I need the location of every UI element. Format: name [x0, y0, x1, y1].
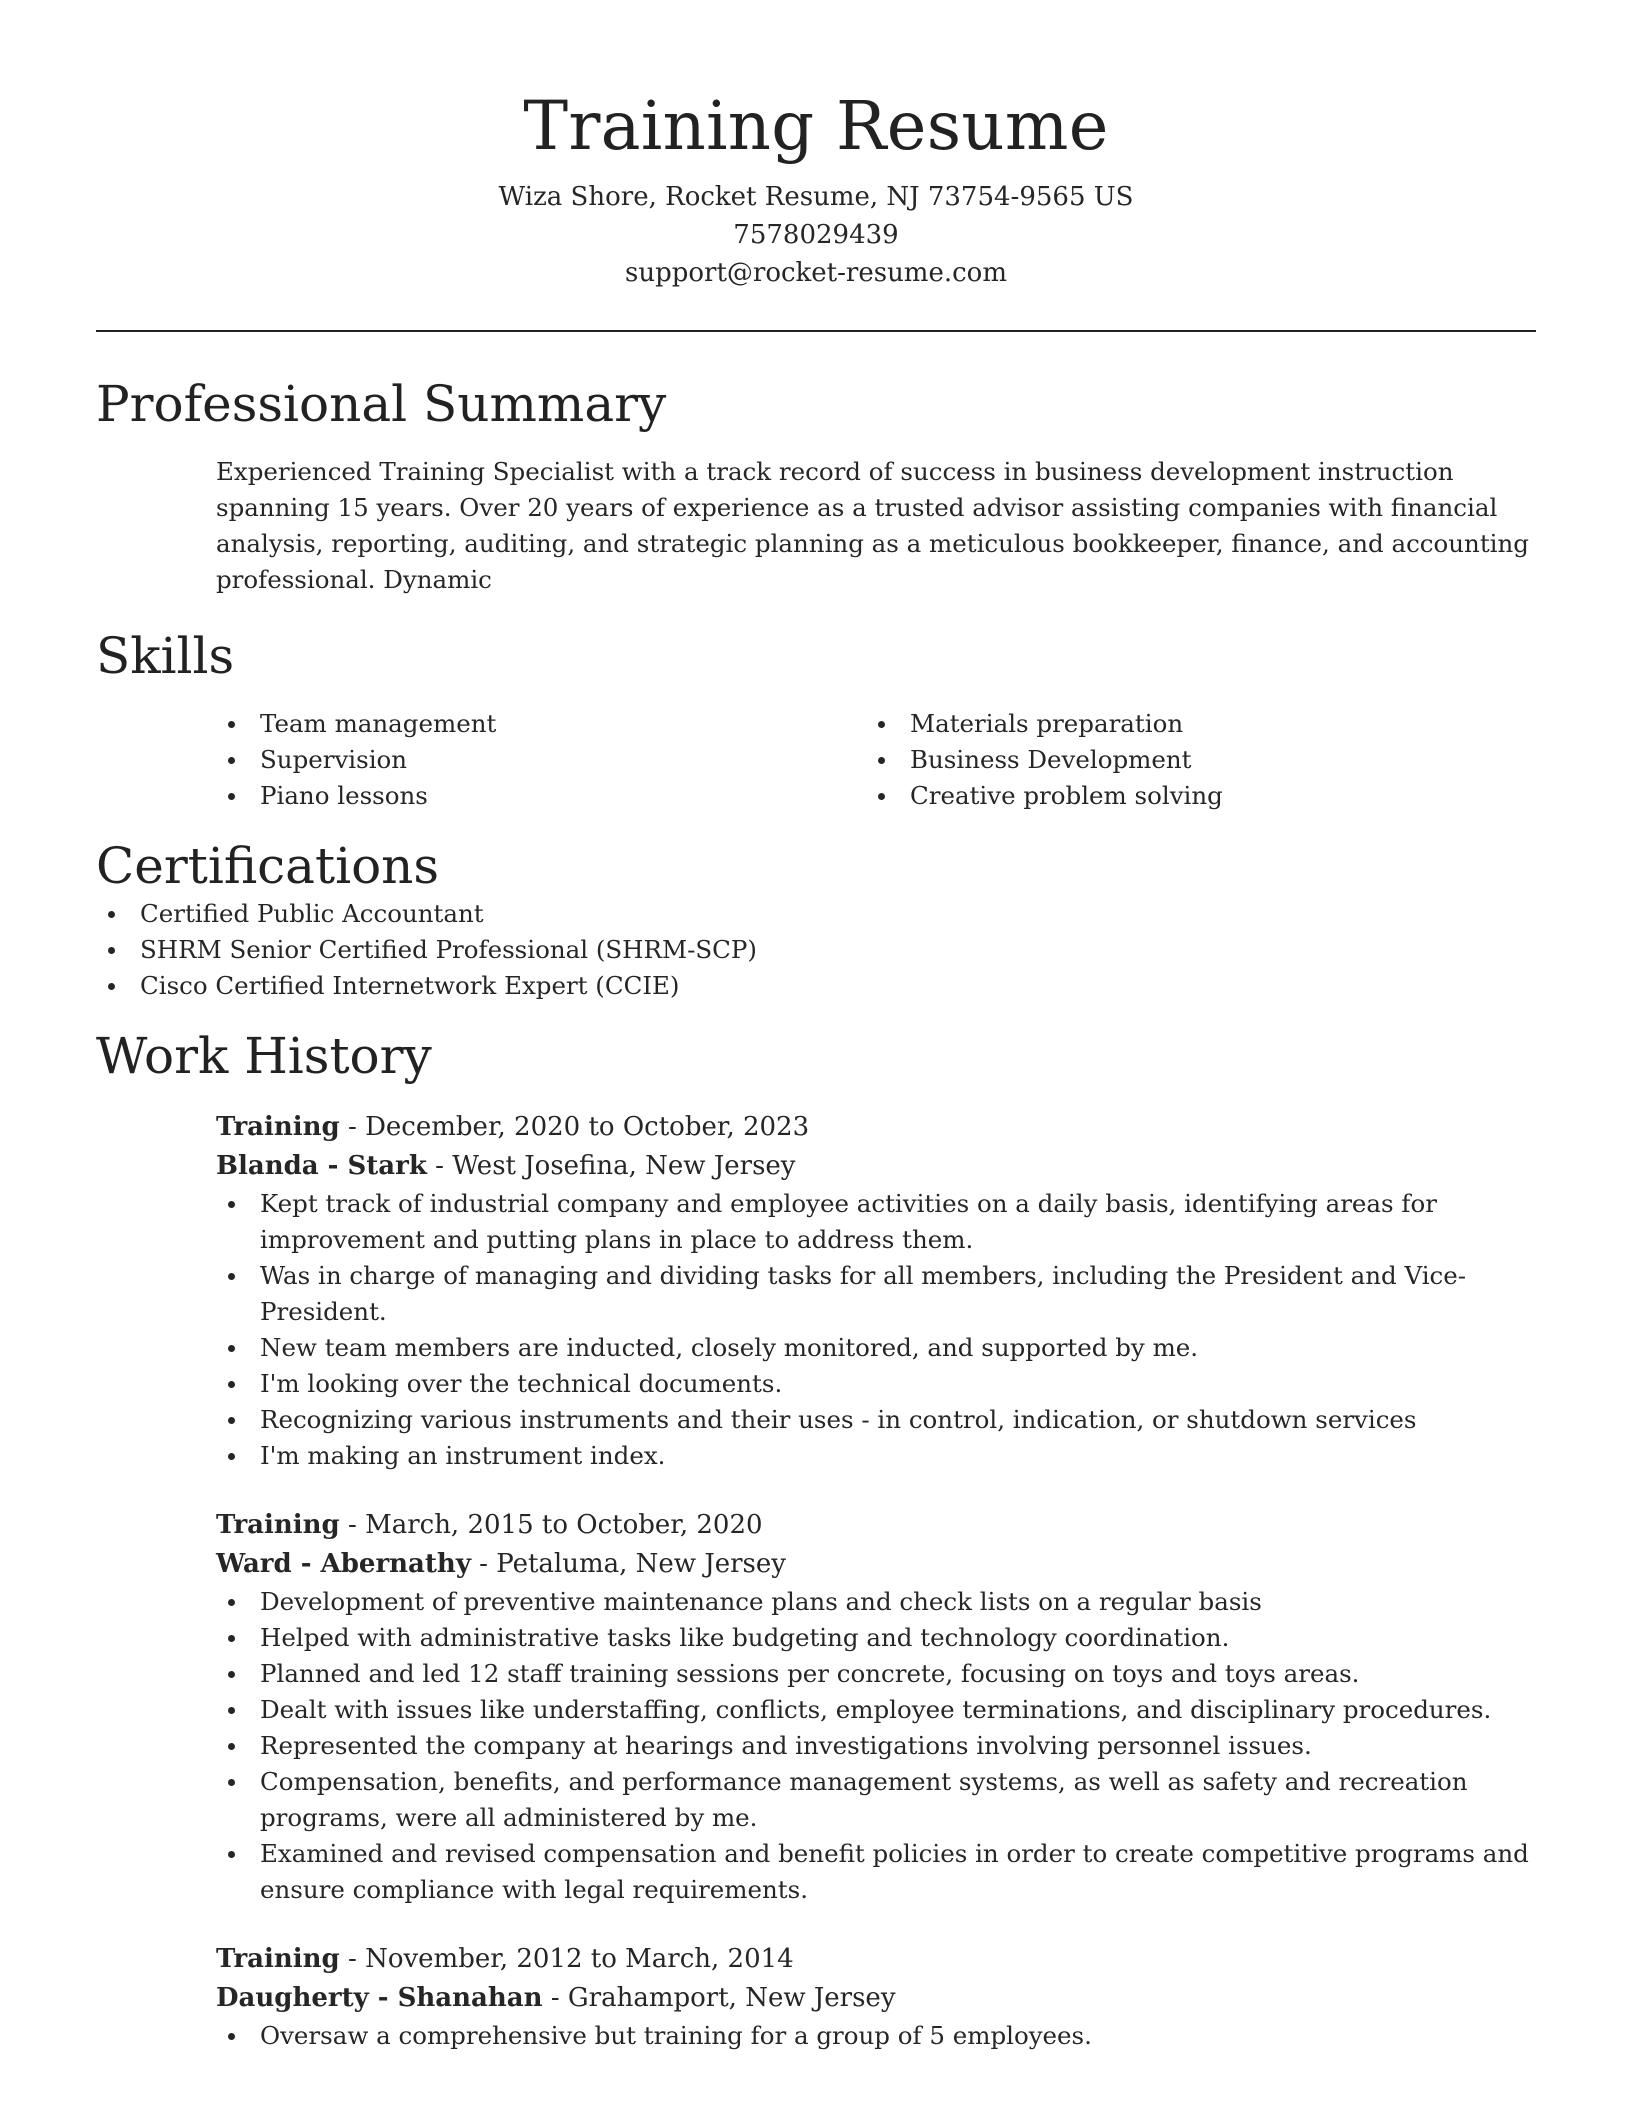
job-duty: I'm looking over the technical documents. [216, 1366, 1546, 1402]
job-duty: Dealt with issues like understaffing, conflicts, employee terminations, and disciplinary procedures. [216, 1692, 1546, 1728]
job-duty: I'm making an instrument index. [216, 1438, 1546, 1474]
job-duty: Examined and revised compensation and benefit policies in order to create competitive programs and ensure compliance with legal requirements. [216, 1836, 1546, 1908]
certification-item: Certified Public Accountant [96, 896, 1536, 932]
skills-list-left [216, 706, 866, 814]
separator: - [339, 1510, 366, 1540]
separator: - [470, 1549, 497, 1579]
job-company: Blanda - Stark [216, 1151, 427, 1181]
job-entry [216, 1108, 1546, 1474]
job-duty: Was in charge of managing and dividing tasks for all members, including the President and Vice-President. [216, 1258, 1546, 1330]
contact-address: Wiza Shore, Rocket Resume, NJ 73754-9565 US [498, 182, 1134, 212]
job-duty: Helped with administrative tasks like budgeting and technology coordination. [216, 1620, 1546, 1656]
certifications-list [96, 896, 1536, 1004]
job-duty: Represented the company at hearings and investigations involving personnel issues. [216, 1728, 1546, 1764]
contact-phone: 7578029439 [733, 220, 899, 250]
job-title-line [216, 1940, 1546, 1979]
skill-item: Supervision [216, 742, 866, 778]
separator: - [339, 1944, 366, 1974]
job-company: Ward - Abernathy [216, 1549, 471, 1579]
job-title: Training [216, 1510, 340, 1540]
header-divider [96, 330, 1536, 332]
skills-column-left [216, 706, 866, 814]
job-start-date: March, 2015 [365, 1510, 534, 1540]
job-location: West Josefina, New Jersey [452, 1151, 796, 1181]
skill-item: Business Development [866, 742, 1516, 778]
job-duty: Compensation, benefits, and performance management systems, as well as safety and recreation programs, were all administered by me. [216, 1764, 1546, 1836]
job-entry [216, 1940, 1546, 2054]
work-history-heading: Work History [96, 1027, 432, 1085]
job-duty: Recognizing various instruments and their uses - in control, indication, or shutdown services [216, 1402, 1546, 1438]
job-start-date: December, 2020 [365, 1112, 581, 1142]
skill-item: Piano lessons [216, 778, 866, 814]
job-title-line [216, 1506, 1546, 1545]
certification-item: SHRM Senior Certified Professional (SHRM-SCP) [96, 932, 1536, 968]
job-title: Training [216, 1112, 340, 1142]
job-duty: Development of preventive maintenance plans and check lists on a regular basis [216, 1584, 1546, 1620]
skills-grid [216, 706, 1536, 814]
job-location: Grahamport, New Jersey [567, 1983, 896, 2013]
job-duty: Planned and led 12 staff training sessions per concrete, focusing on toys and toys areas. [216, 1656, 1546, 1692]
skill-item: Team management [216, 706, 866, 742]
resume-page [96, 0, 1536, 2054]
job-duties-list [216, 2018, 1546, 2054]
job-company-line [216, 1545, 1546, 1584]
job-company: Daugherty - Shanahan [216, 1983, 543, 2013]
resume-header [96, 0, 1536, 292]
job-company-line [216, 1147, 1546, 1186]
job-duties-list [216, 1186, 1546, 1474]
separator: - [426, 1151, 453, 1181]
skills-heading: Skills [96, 627, 235, 685]
separator: - [542, 1983, 568, 2013]
job-end-date: October, 2023 [622, 1112, 810, 1142]
separator: - [339, 1112, 366, 1142]
job-duties-list [216, 1584, 1546, 1908]
job-title-line [216, 1108, 1546, 1147]
job-start-date: November, 2012 [365, 1944, 583, 1974]
date-range-connector: to [582, 1944, 626, 1974]
summary-heading: Professional Summary [96, 375, 667, 433]
date-range-connector: to [580, 1112, 623, 1142]
job-end-date: October, 2020 [576, 1510, 763, 1540]
summary-text: Experienced Training Specialist with a track record of success in business development instruction spanning 15 years. Over 20 years of experience as a trusted advisor assisting companies with financial analysis, reporting, auditing, and strategic planning as a meticulous bookkeeper, finance, and accounting professional. Dynamic [216, 457, 1529, 594]
job-location: Petaluma, New Jersey [496, 1549, 786, 1579]
skill-item: Creative problem solving [866, 778, 1516, 814]
job-entry [216, 1506, 1546, 1908]
skills-column-right [866, 706, 1516, 814]
skill-item: Materials preparation [866, 706, 1516, 742]
job-company-line [216, 1979, 1546, 2018]
resume-title: Training Resume [523, 87, 1109, 165]
contact-email: support@rocket-resume.com [624, 258, 1007, 288]
date-range-connector: to [533, 1510, 577, 1540]
certifications-heading: Certifications [96, 837, 440, 895]
skills-list-right [866, 706, 1516, 814]
job-duty: New team members are inducted, closely monitored, and supported by me. [216, 1330, 1546, 1366]
certification-item: Cisco Certified Internetwork Expert (CCIE) [96, 968, 1536, 1004]
job-duty: Oversaw a comprehensive but training for a group of 5 employees. [216, 2018, 1546, 2054]
job-end-date: March, 2014 [625, 1944, 794, 1974]
job-title: Training [216, 1944, 340, 1974]
job-duty: Kept track of industrial company and employee activities on a daily basis, identifying areas for improvement and putting plans in place to address them. [216, 1186, 1546, 1258]
